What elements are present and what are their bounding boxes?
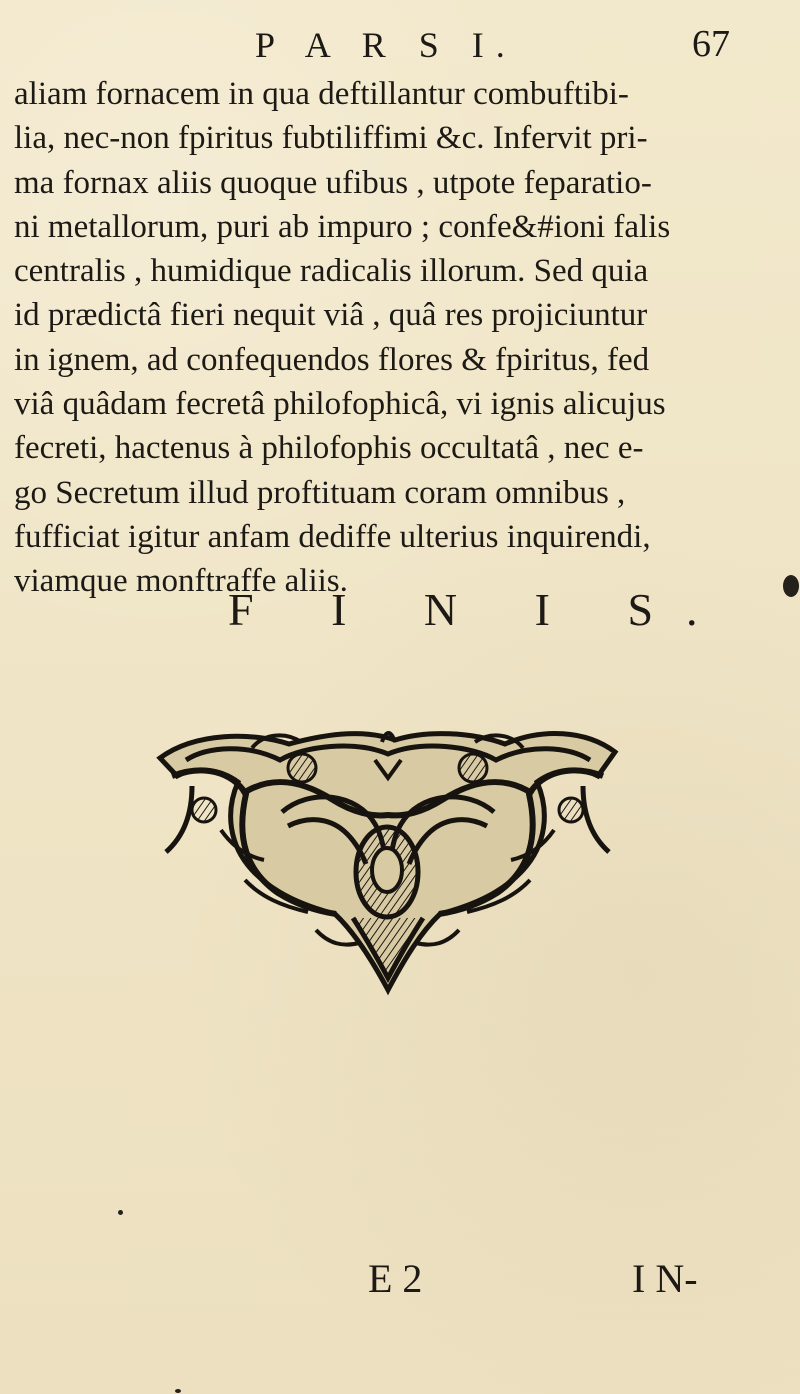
woodcut-ornament-icon: [150, 720, 625, 1000]
page-number: 67: [692, 23, 730, 65]
page-header: [0, 24, 800, 74]
text-line-1: aliam fornacem in qua deftillantur combuftibi-: [14, 76, 629, 112]
text-line-10: go Secretum illud proftituam coram omnibus ,: [14, 474, 626, 511]
text-line-2: lia, nec-non fpiritus fubtiliffimi &c. Infervit pri-: [14, 120, 648, 157]
ink-speck: [175, 1389, 181, 1393]
main-text: [14, 72, 762, 604]
text-line-9: fecreti, hactenus à philofophis occultatâ , nec e-: [14, 430, 644, 467]
text-line-5: centralis , humidique radicalis illorum. Sed quia: [14, 253, 649, 290]
text-line-7: in ignem, ad confequendos flores & fpiritus, fed: [14, 341, 650, 378]
finis-heading: F I N I S.: [228, 584, 731, 635]
text-line-8: viâ quâdam fecretâ philofophicâ, vi ignis alicujus: [14, 386, 666, 423]
text-line-4: ni metallorum, puri ab impuro ; confe&#ioni falis: [14, 208, 671, 245]
ink-speck: [118, 1210, 123, 1215]
text-line-3: ma fornax aliis quoque ufibus , utpote feparatio-: [14, 164, 652, 201]
text-line-11: fufficiat igitur anfam dediffe ulterius inquirendi,: [14, 518, 651, 555]
signature-mark: E 2: [368, 1256, 423, 1301]
page-footer: [0, 1255, 800, 1305]
ink-speck: [783, 575, 799, 597]
catchword: I N-: [632, 1256, 698, 1301]
text-line-6: id prædictâ fieri nequit viâ , quâ res projiciuntur: [14, 297, 648, 334]
running-head: P A R S I.: [255, 25, 517, 65]
text-line-12: viamque monftraffe aliis.: [14, 563, 348, 600]
